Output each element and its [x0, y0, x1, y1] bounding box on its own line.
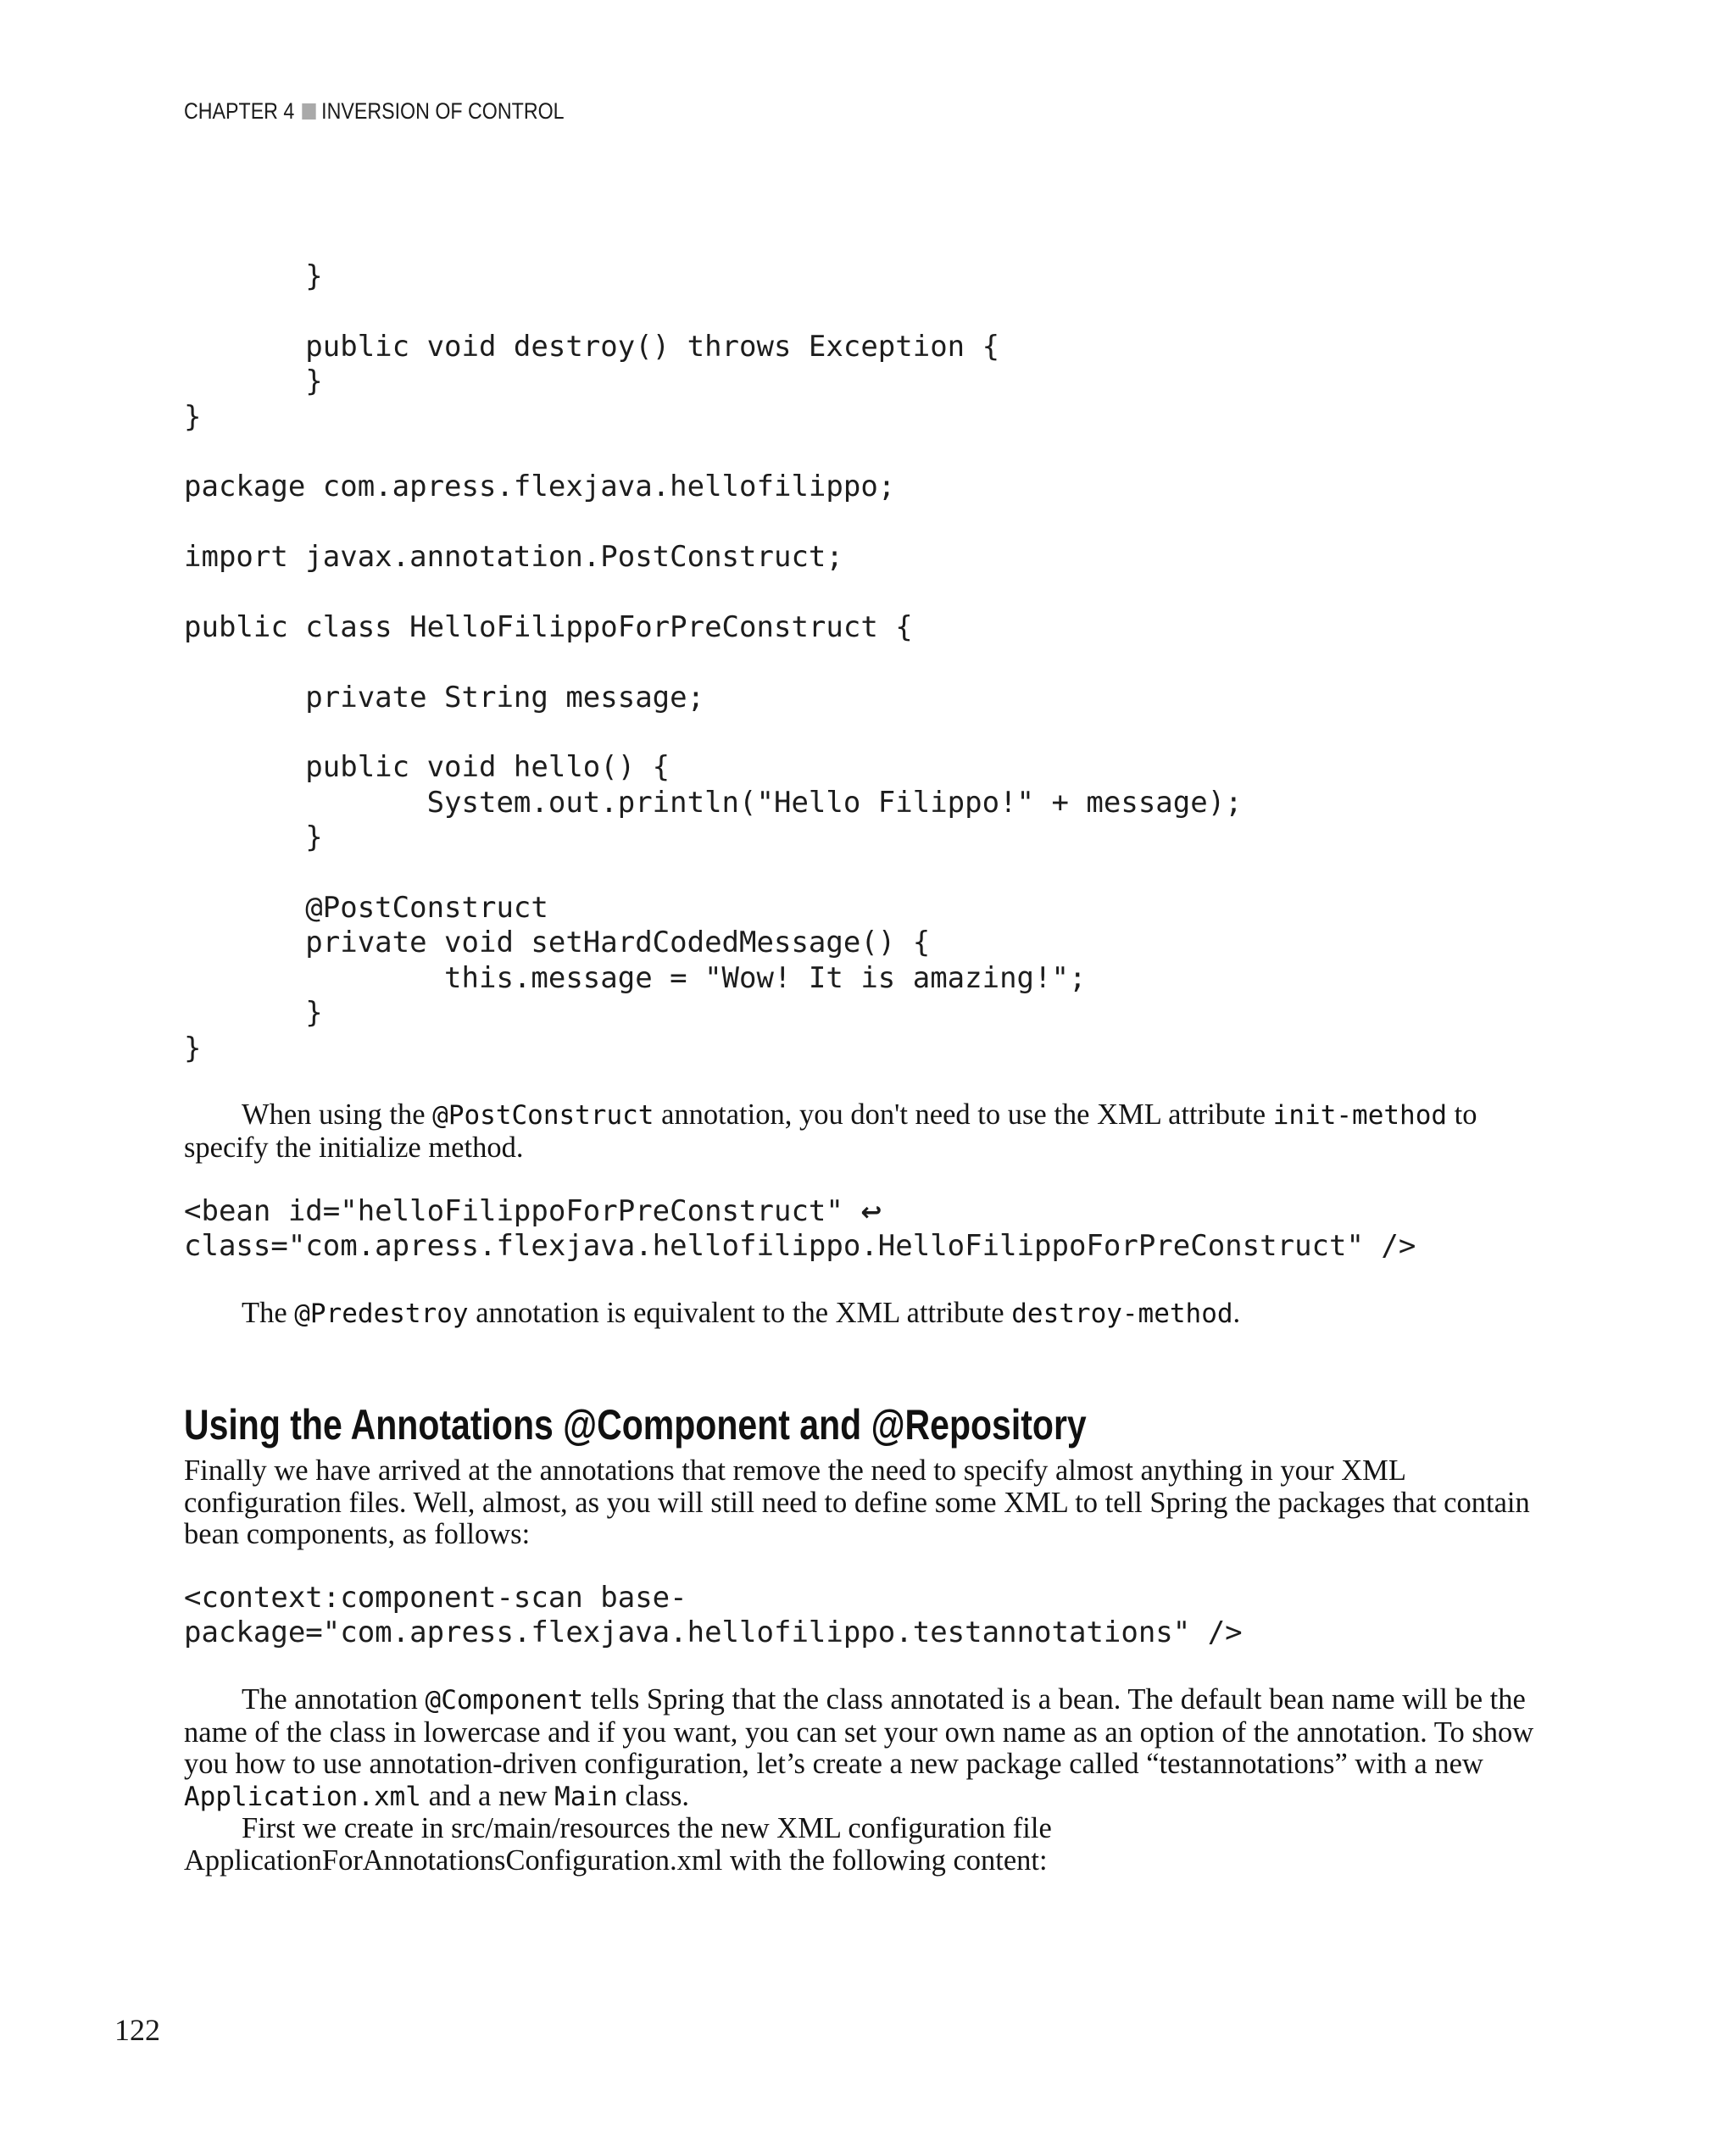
code-line: package com.apress.flexjava.hellofilippo; [184, 470, 896, 504]
inline-code-init-method: init-method [1272, 1100, 1448, 1131]
paragraph-predestroy: The @Predestroy annotation is equivalent to the XML attribute destroy-method. [242, 1297, 1241, 1329]
code-line: System.out.println("Hello Filippo!" + message); [184, 785, 1243, 820]
code-line: package="com.apress.flexjava.hellofilippo.testannotations" /> [184, 1615, 1243, 1650]
code-line: } [184, 364, 323, 399]
code-line: } [184, 259, 323, 293]
page-number: 122 [114, 2013, 160, 2047]
code-line [184, 645, 1243, 680]
inline-code-application-xml: Application.xml [184, 1781, 421, 1812]
chapter-label: CHAPTER 4 [184, 98, 295, 124]
paragraph-postconstruct: When using the @PostConstruct annotation, you don't need to use the XML attribute init-method to specify the initialize method. [184, 1098, 1477, 1164]
inline-code-postconstruct: @PostConstruct [432, 1100, 654, 1131]
code-line: public void hello() { [184, 750, 670, 785]
paragraph-first-we-create: First we create in src/main/resources the new XML configuration file ApplicationForAnnotationsConfiguration.xml with the following content: [184, 1812, 1052, 1877]
code-line: import javax.annotation.PostConstruct; [184, 540, 843, 575]
code-line [184, 715, 1243, 750]
code-line: private void setHardCodedMessage() { [184, 926, 931, 960]
code-line: this.message = "Wow! It is amazing!"; [184, 960, 1087, 995]
code-line: <context:component-scan base- [184, 1581, 687, 1615]
chapter-title: INVERSION OF CONTROL [321, 98, 565, 124]
inline-code-component: @Component [425, 1685, 584, 1716]
inline-code-destroy-method: destroy-method [1011, 1299, 1233, 1329]
code-line: public class HelloFilippoForPreConstruct { [184, 609, 913, 644]
code-line: } [184, 996, 323, 1031]
code-line [184, 435, 1243, 470]
line-continuation-icon: ↩ [860, 1198, 882, 1227]
code-line [184, 505, 1243, 540]
paragraph-section-intro: Finally we have arrived at the annotations that remove the need to specify almost anything in your XML configuration files. Well, almost, as you will still need to define some XML to tell Spring the packages that contain bean components, as follows: [184, 1454, 1530, 1551]
inline-code-main: Main [554, 1781, 618, 1812]
code-line: } [184, 399, 202, 434]
code-line [184, 856, 1243, 891]
inline-code-predestroy: @Predestroy [294, 1299, 469, 1329]
code-listing-postconstruct [184, 259, 1243, 1066]
code-line: private String message; [184, 680, 705, 715]
code-line: } [184, 820, 323, 855]
code-listing-bean-definition [184, 1194, 1416, 1265]
separator-square [302, 103, 315, 120]
code-line [184, 576, 1243, 610]
code-line: public void destroy() throws Exception { [184, 329, 1000, 364]
code-line: @PostConstruct [184, 891, 548, 926]
section-heading: Using the Annotations @Component and @Repository [184, 1401, 1087, 1449]
code-line: class="com.apress.flexjava.hellofilippo.HelloFilippoForPreConstruct" /> [184, 1229, 1416, 1264]
code-line: } [184, 1031, 202, 1065]
paragraph-component: The annotation @Component tells Spring that the class annotated is a bean. The default bean name will be the name of the class in lowercase and if you want, you can set your own name as an option of the annotation. To show you how to use annotation-driven configuration, let’s create a new package called “testannotations” with a new Application.xml and a new Main class. First we create in src/main/resources the new XML configuration file ApplicationForAnnotationsConfiguration.xml with the following content: [184, 1684, 1540, 1877]
code-listing-component-scan [184, 1581, 1243, 1651]
code-line: <bean id="helloFilippoForPreConstruct" [184, 1194, 861, 1228]
running-head [184, 98, 565, 125]
code-line [184, 294, 1243, 329]
